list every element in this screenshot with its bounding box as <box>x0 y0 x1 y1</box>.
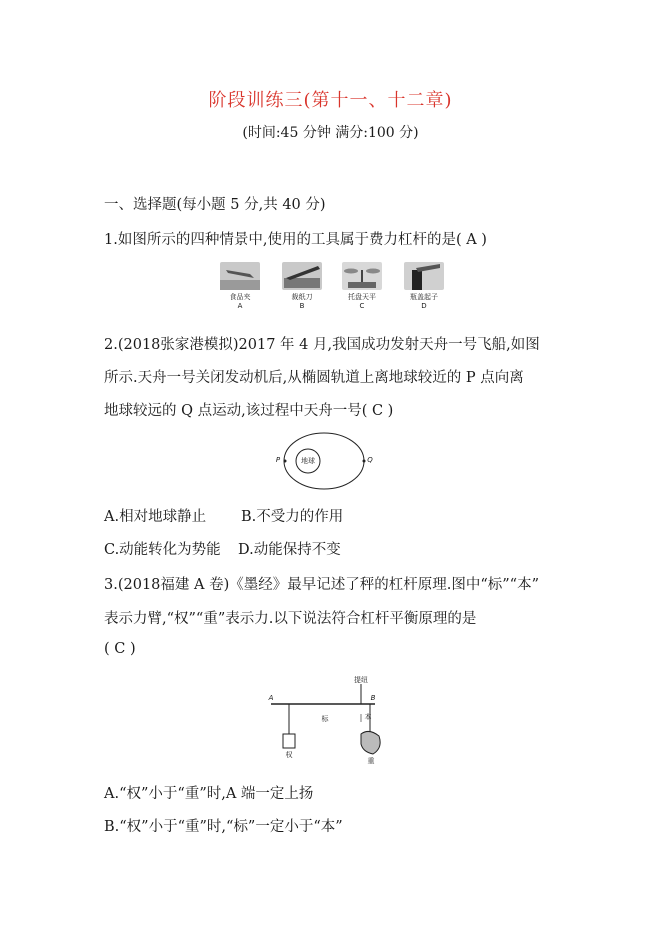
point-q-label: Q <box>367 456 373 464</box>
point-p-label: P <box>275 456 281 464</box>
orbit-diagram <box>270 428 380 494</box>
counterweight <box>283 734 295 748</box>
q2-line-2: 所示.天舟一号关闭发动机后,从椭圆轨道上离地球较近的 P 点向离 <box>104 370 524 386</box>
q2-option-d: D.动能保持不变 <box>238 542 341 558</box>
q3-option-a: A.“权”小于“重”时,A 端一定上扬 <box>104 786 314 802</box>
q1-caption-b: 裁纸刀 B <box>291 293 313 310</box>
q3-line-3: ( C ) <box>104 641 136 657</box>
point-p-dot <box>284 460 287 463</box>
page-title: 阶段训练三(第十一、十二章) <box>208 90 453 111</box>
food-tongs-photo <box>220 262 260 290</box>
section-heading: 一、选择题(每小题 5 分,共 40 分) <box>104 197 326 213</box>
balance-scale-photo <box>342 262 382 290</box>
label-ben: 本 <box>364 713 372 721</box>
q3-option-b: B.“权”小于“重”时,“标”一定小于“本” <box>104 819 343 835</box>
q1-text: 1.如图所示的四种情景中,使用的工具属于费力杠杆的是( A ) <box>104 232 487 248</box>
q1-caption-c: 托盘天平 C <box>348 293 376 310</box>
label-b: B <box>370 694 376 702</box>
q2-line-3: 地球较远的 Q 点运动,该过程中天舟一号( C ) <box>104 403 394 419</box>
label-zhong: 重 <box>367 757 375 765</box>
steelyard-diagram <box>265 670 395 770</box>
q2-option-a: A.相对地球静止 <box>104 509 207 525</box>
label-tiniu: 提纽 <box>354 676 368 684</box>
page-subtitle: (时间:45 分钟 满分:100 分) <box>242 125 419 141</box>
load-object <box>361 731 380 754</box>
q2-option-b: B.不受力的作用 <box>241 509 344 525</box>
earth-label: 地球 <box>301 457 315 465</box>
label-biao: 标 <box>321 715 329 723</box>
label-a: A <box>268 694 274 702</box>
q1-caption-d: 瓶盖起子 D <box>410 293 438 310</box>
q3-line-1: 3.(2018福建 A 卷)《墨经》最早记述了秤的杠杆原理.图中“标”“本” <box>104 577 539 593</box>
q3-line-2: 表示力臂,“权”“重”表示力.以下说法符合杠杆平衡原理的是 <box>104 611 477 627</box>
paper-cutter-photo <box>282 262 322 290</box>
q2-line-1: 2.(2018张家港模拟)2017 年 4 月,我国成功发射天舟一号飞船,如图 <box>104 337 540 353</box>
q1-figure <box>214 262 454 322</box>
label-quan: 权 <box>285 751 293 759</box>
q2-option-c: C.动能转化为势能 <box>104 542 221 558</box>
bottle-opener-photo <box>404 262 444 290</box>
q1-caption-a: 食品夹 A <box>229 293 251 310</box>
